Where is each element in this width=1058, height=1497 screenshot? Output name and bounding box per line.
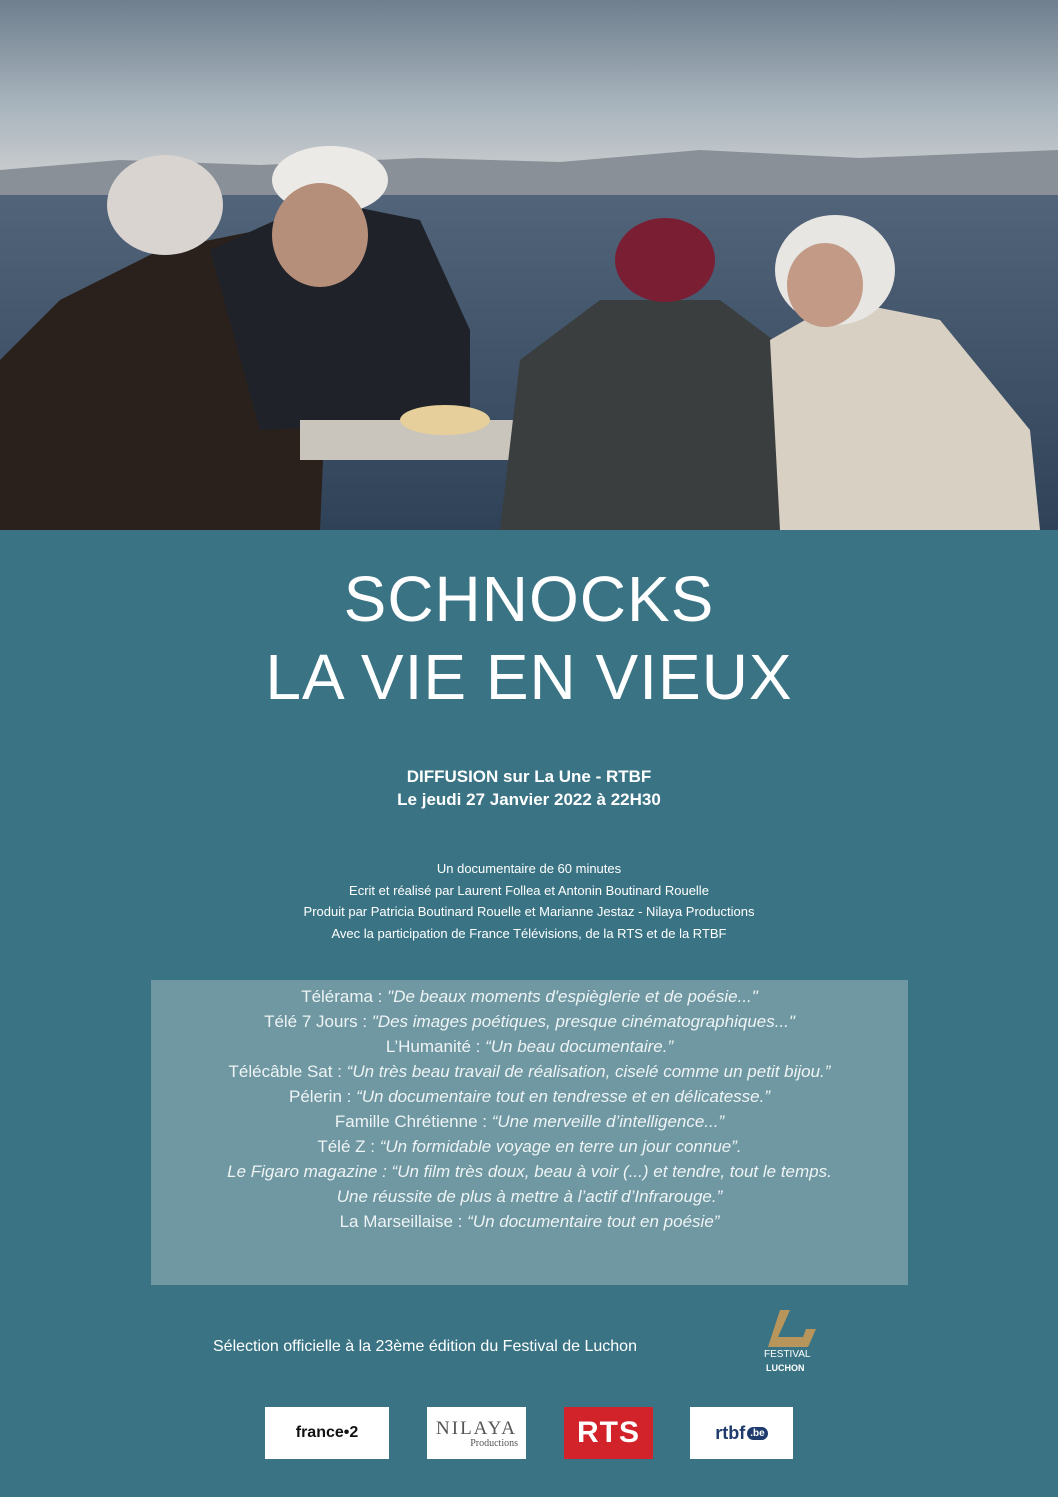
review-source: Pélerin : bbox=[289, 1087, 357, 1106]
review-line bbox=[151, 1184, 908, 1209]
festival-luchon-logo bbox=[758, 1305, 828, 1375]
review-line bbox=[151, 1034, 908, 1059]
festival-logo-line1: FESTIVAL bbox=[764, 1349, 811, 1360]
review-line bbox=[151, 1009, 908, 1034]
review-line bbox=[151, 1109, 908, 1134]
nilaya-logo bbox=[427, 1407, 526, 1459]
review-source: Télé Z : bbox=[317, 1137, 380, 1156]
review-quote: “Une merveille d’intelligence...” bbox=[491, 1112, 725, 1131]
festival-logo-line2: LUCHON bbox=[766, 1363, 805, 1373]
broadcast-date: Le jeudi 27 Janvier 2022 à 22H30 bbox=[397, 790, 661, 809]
review-quote: Le Figaro magazine : “Un film très doux, beau à voir (...) et tendre, tout le temps. bbox=[227, 1162, 832, 1181]
broadcast-channel: DIFFUSION sur La Une - RTBF bbox=[406, 767, 652, 786]
rtbf-logo-text: rtbf bbox=[715, 1422, 746, 1443]
review-quote: “Un formidable voyage en terre un jour connue”. bbox=[379, 1137, 742, 1156]
review-source: Télé 7 Jours : bbox=[264, 1012, 372, 1031]
review-quote: "Des images poétiques, presque cinématographiques..." bbox=[371, 1012, 795, 1031]
nilaya-logo-subtext: Productions bbox=[470, 1437, 518, 1449]
review-line bbox=[151, 1209, 908, 1234]
review-quote: “Un très beau travail de réalisation, ciselé comme un petit bijou.” bbox=[346, 1062, 831, 1081]
credit-line: Ecrit et réalisé par Laurent Follea et Antonin Boutinard Rouelle bbox=[349, 882, 709, 898]
review-quote: Une réussite de plus à mettre à l’actif d’Infrarouge.” bbox=[336, 1187, 723, 1206]
france2-logo bbox=[265, 1407, 389, 1459]
review-quote: "De beaux moments d'espièglerie et de poésie..." bbox=[387, 987, 758, 1006]
review-quote: “Un documentaire tout en tendresse et en délicatesse.” bbox=[356, 1087, 770, 1106]
review-quote: “Un documentaire tout en poésie” bbox=[467, 1212, 720, 1231]
review-source: Télécâble Sat : bbox=[228, 1062, 347, 1081]
credit-line: Produit par Patricia Boutinard Rouelle et Marianne Jestaz - Nilaya Productions bbox=[303, 904, 755, 919]
review-line bbox=[151, 1084, 908, 1109]
title-line-1: SCHNOCKS bbox=[343, 563, 715, 635]
review-source: Famille Chrétienne : bbox=[334, 1112, 492, 1131]
festival-logo-icon bbox=[758, 1305, 828, 1375]
review-quote: “Un beau documentaire.” bbox=[485, 1037, 674, 1056]
broadcast-info bbox=[0, 765, 1058, 811]
review-source: L’Humanité : bbox=[385, 1037, 486, 1056]
festival-selection: Sélection officielle à la 23ème édition du Festival de Luchon bbox=[213, 1338, 637, 1355]
review-line bbox=[151, 1159, 908, 1184]
review-line bbox=[151, 984, 908, 1009]
review-source: La Marseillaise : bbox=[339, 1212, 468, 1231]
rts-logo-text: RTS bbox=[577, 1416, 640, 1449]
france2-logo-text: france•2 bbox=[295, 1424, 359, 1441]
hero-photo bbox=[0, 0, 1058, 530]
rtbf-logo-be: .be bbox=[747, 1427, 767, 1440]
review-source: Télérama : bbox=[301, 987, 388, 1006]
credit-line: Avec la participation de France Télévisions, de la RTS et de la RTBF bbox=[331, 925, 727, 941]
title-line-2: LA VIE EN VIEUX bbox=[265, 641, 793, 713]
press-reviews-box bbox=[151, 980, 908, 1285]
review-line bbox=[151, 1134, 908, 1159]
review-line bbox=[151, 1059, 908, 1084]
nilaya-logo-text: NILAYA bbox=[436, 1417, 517, 1439]
credit-line: Un documentaire de 60 minutes bbox=[436, 861, 622, 876]
title-block bbox=[0, 560, 1058, 716]
rtbf-logo bbox=[690, 1407, 793, 1459]
credits bbox=[0, 858, 1058, 944]
rts-logo bbox=[564, 1407, 653, 1459]
photo-illustration bbox=[0, 0, 1058, 530]
